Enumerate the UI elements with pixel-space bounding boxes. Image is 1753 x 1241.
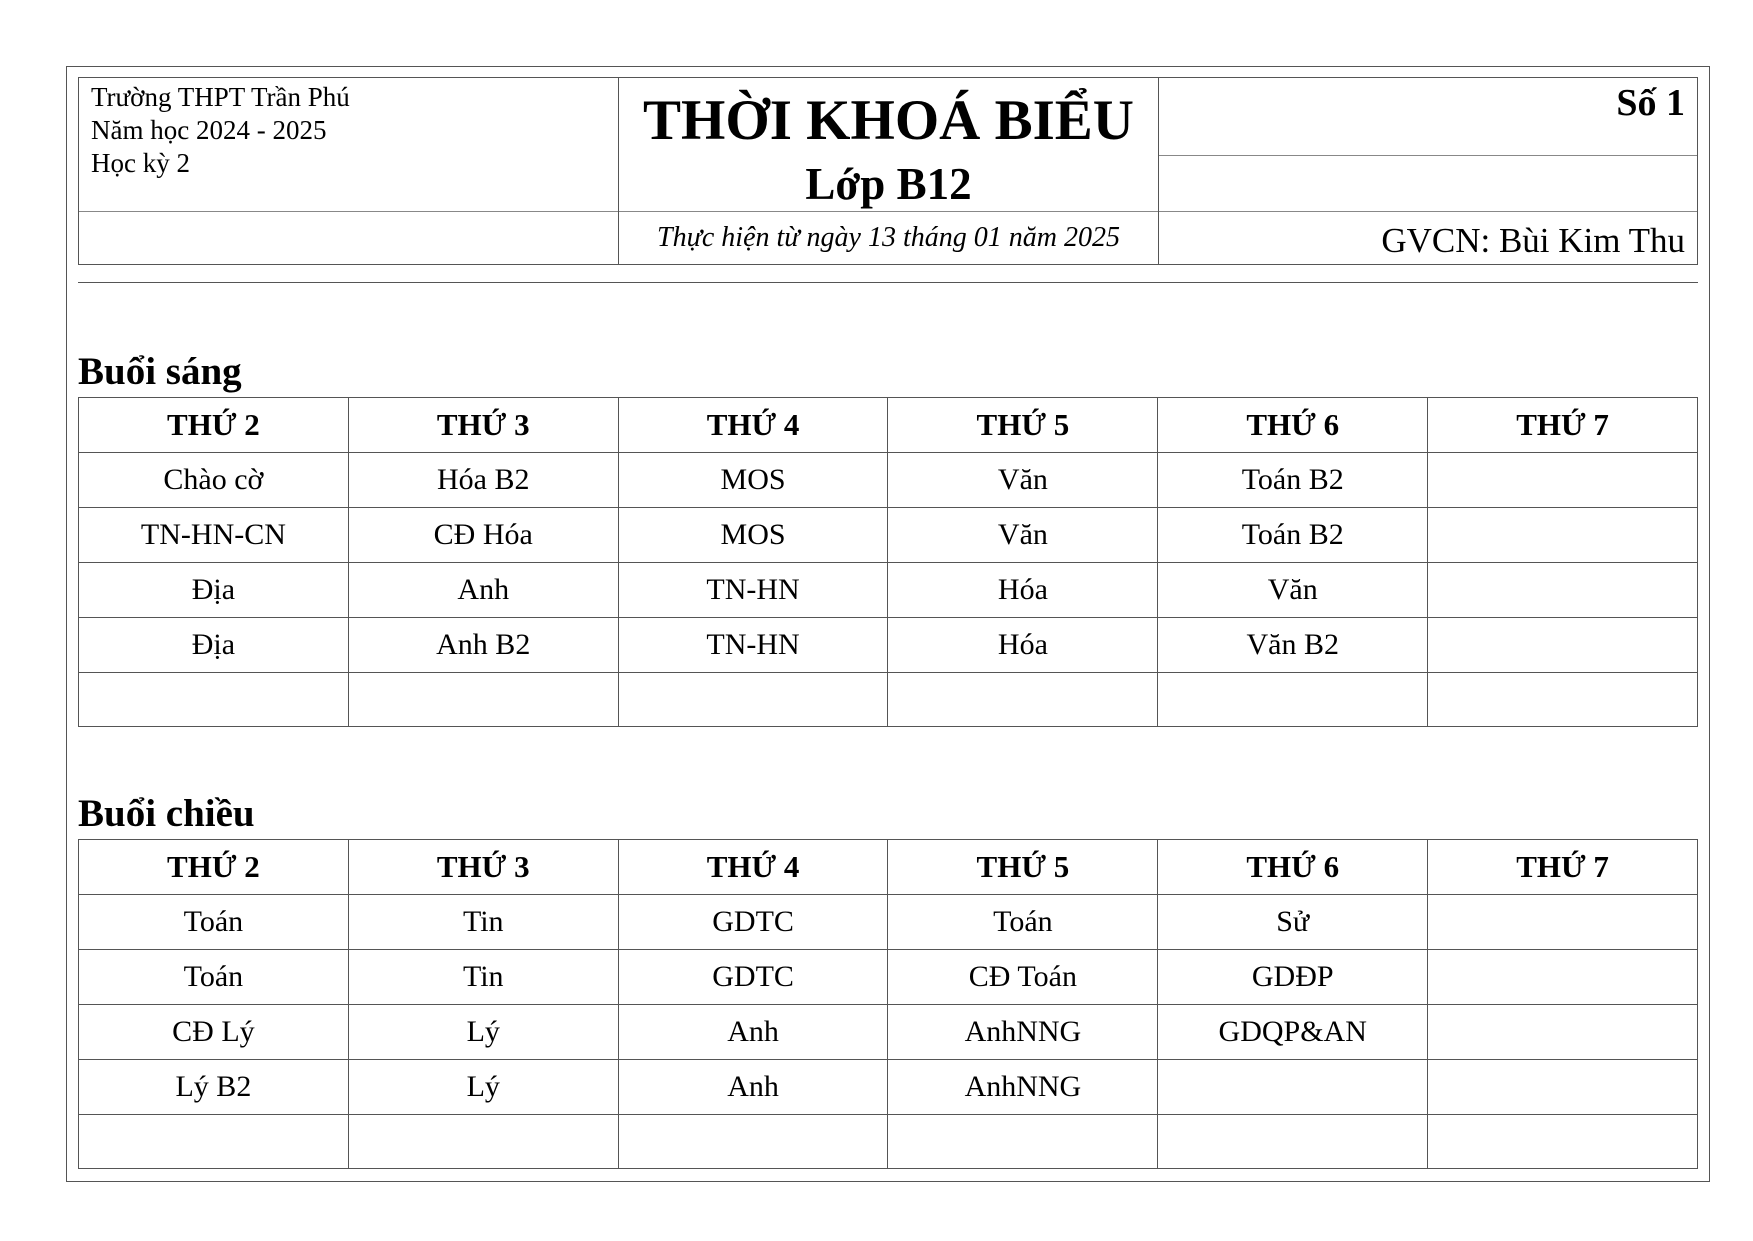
day-header: THỨ 6 (1158, 398, 1428, 453)
timetable-row (79, 1005, 1698, 1060)
subject-cell: Hóa (888, 563, 1158, 618)
subject-cell (1428, 1060, 1698, 1115)
subject-cell (1158, 1060, 1428, 1115)
subject-cell: Anh (348, 563, 618, 618)
subject-cell (1428, 508, 1698, 563)
subject-cell: AnhNNG (888, 1005, 1158, 1060)
day-header: THỨ 4 (618, 840, 888, 895)
subject-cell (79, 673, 349, 727)
timetable-row (79, 508, 1698, 563)
subject-cell: GDTC (618, 950, 888, 1005)
subject-cell (1428, 618, 1698, 673)
subject-cell: Địa (79, 618, 349, 673)
subject-cell (348, 673, 618, 727)
subject-cell: Tin (348, 950, 618, 1005)
day-header: THỨ 3 (348, 398, 618, 453)
subject-cell: TN-HN (618, 618, 888, 673)
subject-cell: CĐ Hóa (348, 508, 618, 563)
subject-cell: Sử (1158, 895, 1428, 950)
homeroom-teacher: GVCN: Bùi Kim Thu (1381, 221, 1685, 260)
timetable-row (79, 1060, 1698, 1115)
school-name: Trường THPT Trần Phú (91, 82, 350, 112)
timetable-row (79, 673, 1698, 727)
subject-cell (1428, 1005, 1698, 1060)
subject-cell (1428, 1115, 1698, 1169)
subject-cell: Hóa (888, 618, 1158, 673)
day-header: THỨ 7 (1428, 398, 1698, 453)
subject-cell: Toán B2 (1158, 453, 1428, 508)
subject-cell: Anh B2 (348, 618, 618, 673)
title-block (619, 78, 1159, 264)
subject-cell (79, 1115, 349, 1169)
meta-block (1159, 78, 1697, 264)
timetable-row (79, 618, 1698, 673)
header-divider (79, 211, 618, 212)
school-info (79, 78, 619, 264)
subject-cell: GDTC (618, 895, 888, 950)
subject-cell: Văn B2 (1158, 618, 1428, 673)
subject-cell: Toán B2 (1158, 508, 1428, 563)
morning-rows (79, 453, 1698, 727)
subject-cell (348, 1115, 618, 1169)
day-header: THỨ 2 (79, 840, 349, 895)
subject-cell: CĐ Toán (888, 950, 1158, 1005)
subject-cell: CĐ Lý (79, 1005, 349, 1060)
subject-cell: Anh (618, 1005, 888, 1060)
header-divider (1159, 211, 1697, 212)
morning-timetable (78, 397, 1698, 727)
morning-session-label: Buổi sáng (78, 350, 242, 393)
afternoon-timetable (78, 839, 1698, 1169)
subject-cell: Chào cờ (79, 453, 349, 508)
page-title: THỜI KHOÁ BIỂU (643, 89, 1134, 152)
day-header: THỨ 3 (348, 840, 618, 895)
subject-cell: Tin (348, 895, 618, 950)
subject-cell (888, 673, 1158, 727)
timetable-row (79, 563, 1698, 618)
subject-cell: Văn (888, 453, 1158, 508)
subject-cell (1428, 563, 1698, 618)
subject-cell: GDQP&AN (1158, 1005, 1428, 1060)
effective-date: Thực hiện từ ngày 13 tháng 01 năm 2025 (657, 222, 1120, 253)
afternoon-rows (79, 895, 1698, 1169)
subject-cell: Toán (79, 950, 349, 1005)
header-divider (619, 211, 1158, 212)
subject-cell: Lý (348, 1005, 618, 1060)
subject-cell: Văn (888, 508, 1158, 563)
subject-cell: Lý B2 (79, 1060, 349, 1115)
header-divider (1159, 155, 1697, 156)
semester: Học kỳ 2 (91, 148, 190, 178)
day-header: THỨ 2 (79, 398, 349, 453)
subject-cell: Toán (888, 895, 1158, 950)
afternoon-session-label: Buổi chiều (78, 792, 255, 835)
class-name: Lớp B12 (805, 159, 972, 209)
day-header: THỨ 5 (888, 398, 1158, 453)
subject-cell: MOS (618, 453, 888, 508)
subject-cell (888, 1115, 1158, 1169)
subject-cell: AnhNNG (888, 1060, 1158, 1115)
subject-cell (618, 1115, 888, 1169)
subject-cell: TN-HN (618, 563, 888, 618)
subject-cell: Văn (1158, 563, 1428, 618)
day-header-row (79, 398, 1698, 453)
subject-cell (1428, 673, 1698, 727)
subject-cell: Hóa B2 (348, 453, 618, 508)
timetable-row (79, 453, 1698, 508)
day-header: THỨ 6 (1158, 840, 1428, 895)
day-header-row (79, 840, 1698, 895)
day-header: THỨ 7 (1428, 840, 1698, 895)
subject-cell: Toán (79, 895, 349, 950)
day-header: THỨ 4 (618, 398, 888, 453)
subject-cell: Anh (618, 1060, 888, 1115)
subject-cell: TN-HN-CN (79, 508, 349, 563)
day-header: THỨ 5 (888, 840, 1158, 895)
timetable-row (79, 1115, 1698, 1169)
subject-cell: GDĐP (1158, 950, 1428, 1005)
subject-cell (618, 673, 888, 727)
subject-cell (1428, 950, 1698, 1005)
subject-cell (1428, 453, 1698, 508)
timetable-header (78, 77, 1698, 265)
school-year: Năm học 2024 - 2025 (91, 115, 327, 145)
subject-cell: Lý (348, 1060, 618, 1115)
subject-cell: Địa (79, 563, 349, 618)
subject-cell (1158, 673, 1428, 727)
section-separator (78, 282, 1698, 283)
timetable-row (79, 895, 1698, 950)
subject-cell: MOS (618, 508, 888, 563)
timetable-row (79, 950, 1698, 1005)
subject-cell (1158, 1115, 1428, 1169)
subject-cell (1428, 895, 1698, 950)
document-number: Số 1 (1616, 82, 1685, 124)
